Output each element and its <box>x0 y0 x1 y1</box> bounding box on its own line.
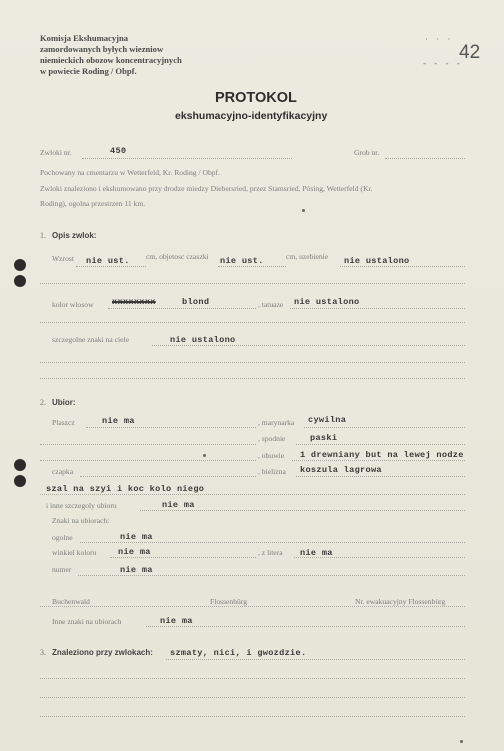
fill-line <box>304 427 465 428</box>
fill-line <box>40 494 465 495</box>
fill-line <box>76 266 146 267</box>
org-line-3: niemieckich obozow koncentracyjnych <box>40 55 182 65</box>
org-line-2: zamordowanych byłych wiezniow <box>40 44 164 54</box>
fill-line <box>292 460 465 461</box>
wlosy-value: blond <box>182 297 210 307</box>
section-3-number: 3. <box>40 648 46 657</box>
buchenwald-label: Buchenwald <box>52 597 90 606</box>
fill-line <box>296 476 465 477</box>
inne-znaki-value: nie ma <box>160 616 193 626</box>
nr-ewakuacyjny-label: Nr. ewakuacyjny Flossenbürg <box>355 597 446 606</box>
fill-line <box>385 158 465 159</box>
punch-hole <box>14 259 26 271</box>
fill-line <box>40 697 465 698</box>
litera-label: , z litera <box>258 548 283 557</box>
pochowany-text: Pochowany na cmentarzu w Wetterfeld, Kr. Roding / Obpf. <box>40 168 220 177</box>
grob-label: Grob nr. <box>354 148 380 157</box>
org-line-4: w powiecie Roding / Obpf. <box>40 66 137 76</box>
org-line-1: Komisja Ekshumacyjna <box>40 33 129 43</box>
tatuaze-value: nie ustalono <box>294 297 360 307</box>
wlosy-label: kolor wlosow <box>52 300 94 309</box>
czapka-label: czapka <box>52 467 74 476</box>
fill-line <box>340 266 465 267</box>
znaleziono-line-2: Roding), ogolna przestrzen 11 km. <box>40 199 146 208</box>
obuwie-value: 1 drewniany but na lewej nodze <box>300 450 464 460</box>
fill-line <box>40 283 465 284</box>
fill-line <box>40 460 256 461</box>
znaleziono-line-1: Zwloki znaleziono i ekshumowano przy drodze miedzy Diebersried, przez Stamsried, Pösing, Wetterfeld (Kr. <box>40 184 373 193</box>
fill-line <box>110 557 256 558</box>
fill-line <box>40 322 465 323</box>
winkiel-value: nie ma <box>118 547 151 557</box>
znaki-value: nie ustalono <box>170 335 236 345</box>
plaszcz-label: Plaszcz <box>52 418 75 427</box>
punch-hole <box>14 459 26 471</box>
zwloki-label: Zwloki nr. <box>40 148 72 157</box>
czaszka-value: nie ust. <box>220 256 264 266</box>
fill-line <box>140 510 465 511</box>
fill-line <box>80 476 256 477</box>
section-1-number: 1. <box>40 231 46 240</box>
bielizna-value: koszula lagrowa <box>300 465 382 475</box>
fill-line <box>218 266 286 267</box>
section-2-title: Ubior: <box>52 398 76 407</box>
header-dots: - - - - <box>423 58 463 68</box>
ogolne-value: nie ma <box>120 532 153 542</box>
fill-line <box>146 626 465 627</box>
wzrost-value: nie ust. <box>86 256 130 266</box>
fill-line <box>78 575 465 576</box>
fill-line <box>82 158 292 159</box>
punch-hole <box>14 475 26 487</box>
cm-uzebienie: cm, uzebienie <box>286 252 329 261</box>
ink-dot <box>460 740 463 743</box>
uzebienie-value: nie ustalono <box>344 256 410 266</box>
fill-line <box>290 308 465 309</box>
fill-line <box>80 542 465 543</box>
document-title: PROTOKOL <box>215 90 297 106</box>
fill-line <box>166 659 465 660</box>
numer-value: nie ma <box>120 565 153 575</box>
spodnie-label: , spodnie <box>258 434 286 443</box>
znaki-label: szczegolne znaki na ciele <box>52 335 129 344</box>
fill-line <box>296 444 465 445</box>
flossenburg-label: Flossenbürg <box>210 597 247 606</box>
litera-value: nie ma <box>300 548 333 558</box>
fill-line <box>86 427 256 428</box>
ink-dot <box>302 209 305 212</box>
fill-line <box>108 308 256 309</box>
zwloki-value: 450 <box>110 146 127 156</box>
fill-line <box>40 378 465 379</box>
page-number: 42 <box>459 42 481 63</box>
plaszcz-value: nie ma <box>102 416 135 426</box>
inne-szczegoly-label: i inne szczegoly ubioru <box>46 501 117 510</box>
ink-dot <box>203 454 206 457</box>
ogolne-label: ogolne <box>52 533 73 542</box>
fill-line <box>40 716 465 717</box>
obuwie-label: , obuwie <box>258 451 285 460</box>
spodnie-value: paski <box>310 433 338 443</box>
section-1-title: Opis zwlok: <box>52 231 97 240</box>
fill-line <box>40 444 256 445</box>
section-2-number: 2. <box>40 398 46 407</box>
section-3-title: Znaleziono przy zwlokach: <box>52 648 153 657</box>
inne-znaki-label: Inne znaki na ubiorach <box>52 617 122 626</box>
marynarka-label: , marynarka <box>258 418 295 427</box>
marynarka-value: cywilna <box>308 415 347 425</box>
bielizna-label: , bielizna <box>258 467 286 476</box>
punch-hole <box>14 275 26 287</box>
wzrost-label: Wzrost <box>52 254 74 263</box>
fill-line <box>40 606 465 607</box>
numer-label: numer <box>52 565 72 574</box>
fill-line <box>152 345 465 346</box>
tatuaze-label: , tatuaze <box>258 300 284 309</box>
cm-objetosc-czaszki: cm, objetosc czaszki <box>146 252 209 261</box>
document-subtitle: ekshumacyjno-identyfikacyjny <box>175 110 328 122</box>
znaki-na-ubiorach-label: Znaki na ubiorach: <box>52 516 110 525</box>
znaleziono-value: szmaty, nici, i gwozdzie. <box>170 648 307 658</box>
fill-line <box>294 557 465 558</box>
winkiel-label: winkiel koloru <box>52 548 97 557</box>
szal-value: szal na szyi i koc kolo niego <box>46 484 205 494</box>
fill-line <box>40 678 465 679</box>
wlosy-struck: xxxxxxxx <box>112 297 156 307</box>
fill-line <box>40 362 465 363</box>
header-dots: · · · <box>425 34 454 44</box>
inne-szczegoly-value: nie ma <box>162 500 195 510</box>
